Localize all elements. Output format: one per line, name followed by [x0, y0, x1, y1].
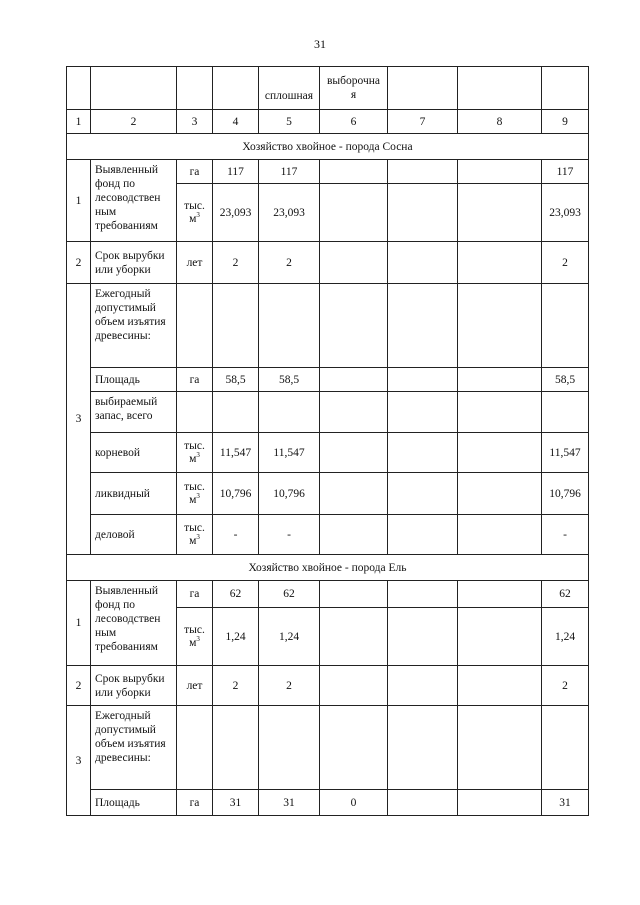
value-cell — [388, 706, 458, 790]
value-cell — [458, 515, 542, 555]
row-label: выбираемый запас, всего — [91, 392, 177, 433]
value-cell: 11,547 — [259, 433, 320, 473]
row-label: ликвидный — [91, 473, 177, 515]
value-cell — [320, 392, 388, 433]
value-cell — [320, 160, 388, 184]
unit-cell: га — [177, 368, 213, 392]
value-cell — [388, 515, 458, 555]
row-label: Ежегодный допустимый объем изъятия древесины: — [91, 706, 177, 790]
value-cell: 10,796 — [259, 473, 320, 515]
value-cell — [458, 368, 542, 392]
row-number: 3 — [67, 706, 91, 816]
value-cell — [213, 392, 259, 433]
unit-cell: тыс. $м^3$ — [177, 608, 213, 666]
unit-cell: тыс. $м^3$ — [177, 184, 213, 242]
value-cell: 2 — [213, 666, 259, 706]
value-cell — [458, 608, 542, 666]
value-cell — [388, 368, 458, 392]
row-label: Срок вырубки или уборки — [91, 242, 177, 284]
column-number: 5 — [259, 110, 320, 134]
column-number: 7 — [388, 110, 458, 134]
forest-fund-table — [66, 66, 589, 816]
value-cell — [458, 284, 542, 368]
row-label: Срок вырубки или уборки — [91, 666, 177, 706]
value-cell: 23,093 — [542, 184, 589, 242]
value-cell — [458, 581, 542, 608]
value-cell — [388, 473, 458, 515]
value-cell: 62 — [213, 581, 259, 608]
unit-cell: га — [177, 790, 213, 816]
value-cell — [388, 666, 458, 706]
value-cell: 11,547 — [542, 433, 589, 473]
table-row — [67, 473, 589, 515]
value-cell — [458, 184, 542, 242]
value-cell — [458, 666, 542, 706]
value-cell: 2 — [259, 242, 320, 284]
unit-cell: лет — [177, 666, 213, 706]
header-cell — [91, 67, 177, 110]
value-cell — [320, 581, 388, 608]
value-cell: 31 — [213, 790, 259, 816]
unit-cell: тыс. $м^3$ — [177, 473, 213, 515]
value-cell — [213, 284, 259, 368]
header-row — [67, 67, 589, 110]
header-cell — [388, 67, 458, 110]
value-cell: 2 — [542, 242, 589, 284]
table-row — [67, 581, 589, 608]
row-label: Ежегодный допустимый объем изъятия древесины: — [91, 284, 177, 368]
value-cell — [320, 706, 388, 790]
value-cell — [458, 790, 542, 816]
table-row — [67, 666, 589, 706]
value-cell: 31 — [542, 790, 589, 816]
value-cell: 0 — [320, 790, 388, 816]
section-title-row — [67, 134, 589, 160]
header-cell-selective: выборочна я — [320, 67, 388, 110]
header-cell — [177, 67, 213, 110]
table-row — [67, 706, 589, 790]
value-cell — [320, 433, 388, 473]
header-cell — [458, 67, 542, 110]
header-cell-solid: сплошная — [259, 67, 320, 110]
row-label: Выявленный фонд по лесоводствен ным требованиям — [91, 581, 177, 666]
header-cell — [213, 67, 259, 110]
row-label: корневой — [91, 433, 177, 473]
column-number: 8 — [458, 110, 542, 134]
value-cell — [320, 242, 388, 284]
row-label: Выявленный фонд по лесоводствен ным требованиям — [91, 160, 177, 242]
value-cell: 10,796 — [213, 473, 259, 515]
row-label: Площадь — [91, 368, 177, 392]
value-cell — [259, 706, 320, 790]
table-row — [67, 368, 589, 392]
unit-cell: тыс. $м^3$ — [177, 515, 213, 555]
value-cell — [542, 284, 589, 368]
column-number: 2 — [91, 110, 177, 134]
value-cell: 1,24 — [542, 608, 589, 666]
value-cell — [320, 515, 388, 555]
value-cell — [320, 184, 388, 242]
table-row — [67, 515, 589, 555]
value-cell — [388, 790, 458, 816]
table-row — [67, 392, 589, 433]
header-cell — [67, 67, 91, 110]
column-number: 1 — [67, 110, 91, 134]
value-cell: 58,5 — [259, 368, 320, 392]
value-cell — [388, 160, 458, 184]
column-number: 9 — [542, 110, 589, 134]
value-cell: 1,24 — [213, 608, 259, 666]
table-row — [67, 790, 589, 816]
value-cell: - — [542, 515, 589, 555]
row-number: 2 — [67, 242, 91, 284]
value-cell — [388, 392, 458, 433]
value-cell — [213, 706, 259, 790]
column-numbers-row — [67, 110, 589, 134]
value-cell: 11,547 — [213, 433, 259, 473]
value-cell — [320, 473, 388, 515]
value-cell — [542, 706, 589, 790]
value-cell — [388, 284, 458, 368]
value-cell: 23,093 — [213, 184, 259, 242]
unit-cell — [177, 706, 213, 790]
value-cell — [388, 242, 458, 284]
value-cell: 58,5 — [542, 368, 589, 392]
unit-cell: лет — [177, 242, 213, 284]
value-cell: 1,24 — [259, 608, 320, 666]
value-cell — [388, 608, 458, 666]
value-cell — [458, 706, 542, 790]
row-label: Площадь — [91, 790, 177, 816]
table-row — [67, 242, 589, 284]
value-cell: - — [213, 515, 259, 555]
row-number: 1 — [67, 160, 91, 242]
column-number: 6 — [320, 110, 388, 134]
value-cell — [388, 184, 458, 242]
value-cell — [458, 433, 542, 473]
value-cell — [458, 392, 542, 433]
value-cell: 2 — [542, 666, 589, 706]
row-number: 2 — [67, 666, 91, 706]
value-cell — [320, 666, 388, 706]
value-cell: 23,093 — [259, 184, 320, 242]
row-number: 3 — [67, 284, 91, 555]
value-cell: 117 — [259, 160, 320, 184]
row-number: 1 — [67, 581, 91, 666]
value-cell — [542, 392, 589, 433]
value-cell: 117 — [213, 160, 259, 184]
value-cell: 2 — [259, 666, 320, 706]
value-cell: 58,5 — [213, 368, 259, 392]
column-number: 3 — [177, 110, 213, 134]
value-cell — [458, 160, 542, 184]
value-cell: 31 — [259, 790, 320, 816]
value-cell — [320, 608, 388, 666]
section-title: Хозяйство хвойное - порода Сосна — [67, 134, 589, 160]
value-cell: - — [259, 515, 320, 555]
value-cell — [259, 284, 320, 368]
section-title: Хозяйство хвойное - порода Ель — [67, 555, 589, 581]
section-title-row — [67, 555, 589, 581]
unit-cell — [177, 392, 213, 433]
value-cell — [320, 368, 388, 392]
row-label: деловой — [91, 515, 177, 555]
unit-cell: га — [177, 160, 213, 184]
page-number: 31 — [314, 37, 326, 51]
value-cell — [458, 473, 542, 515]
value-cell — [458, 242, 542, 284]
value-cell: 2 — [213, 242, 259, 284]
header-cell — [542, 67, 589, 110]
value-cell: 117 — [542, 160, 589, 184]
table-row — [67, 433, 589, 473]
unit-cell: тыс. $м^3$ — [177, 433, 213, 473]
value-cell: 62 — [259, 581, 320, 608]
column-number: 4 — [213, 110, 259, 134]
value-cell — [388, 581, 458, 608]
value-cell: 10,796 — [542, 473, 589, 515]
value-cell — [388, 433, 458, 473]
table-row — [67, 160, 589, 184]
value-cell: 62 — [542, 581, 589, 608]
unit-cell: га — [177, 581, 213, 608]
value-cell — [320, 284, 388, 368]
value-cell — [259, 392, 320, 433]
table-row — [67, 284, 589, 368]
unit-cell — [177, 284, 213, 368]
